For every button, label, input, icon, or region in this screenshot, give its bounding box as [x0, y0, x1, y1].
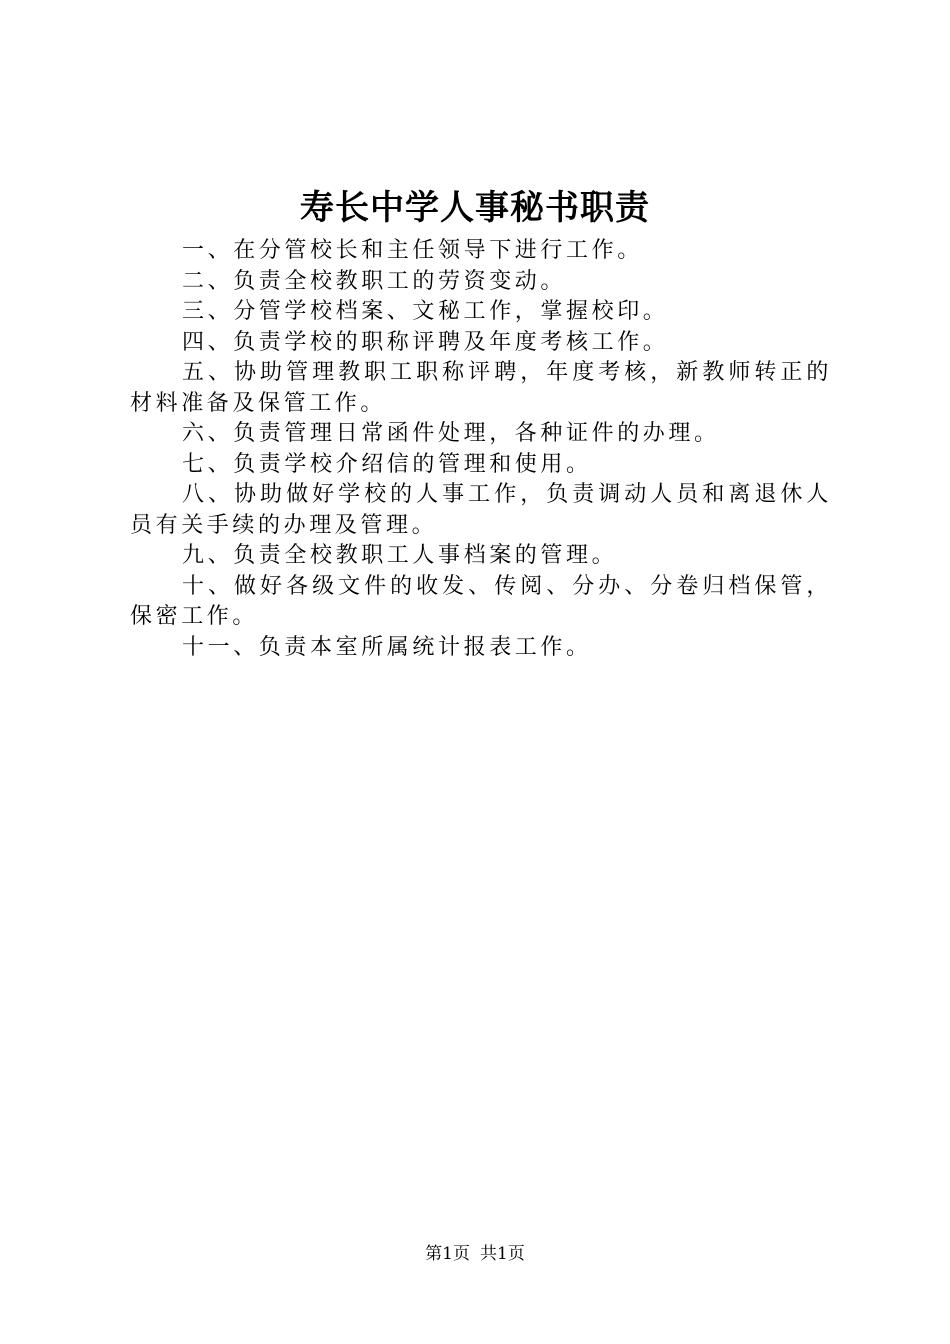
duty-item-10: 十、做好各级文件的收发、传阅、分办、分卷归档保管，保密工作。 — [130, 573, 832, 629]
duty-item-5: 五、协助管理教职工职称评聘，年度考核，新教师转正的材料准备及保管工作。 — [130, 360, 832, 416]
page-footer — [0, 1242, 950, 1266]
duty-item-4: 四、负责学校的职称评聘及年度考核工作。 — [182, 329, 669, 355]
duty-item-7: 七、负责学校介绍信的管理和使用。 — [182, 451, 592, 477]
document-body — [130, 236, 832, 663]
duty-item-11: 十一、负责本室所属统计报表工作。 — [182, 634, 592, 660]
duty-item-1: 一、在分管校长和主任领导下进行工作。 — [182, 238, 643, 263]
duty-item-9: 九、负责全校教职工人事档案的管理。 — [182, 543, 618, 568]
duty-item-8: 八、协助做好学校的人事工作，负责调动人员和离退休人员有关手续的办理及管理。 — [130, 482, 832, 538]
duty-item-6: 六、负责管理日常函件处理，各种证件的办理。 — [182, 421, 720, 446]
document-title: 寿长中学人事秘书职责 — [300, 188, 650, 228]
duty-item-2: 二、负责全校教职工的劳资变动。 — [182, 268, 567, 294]
page-total: 共1页 — [480, 1244, 525, 1264]
page-number: 第1页 — [425, 1244, 470, 1264]
duty-item-3: 三、分管学校档案、文秘工作，掌握校印。 — [182, 299, 669, 324]
